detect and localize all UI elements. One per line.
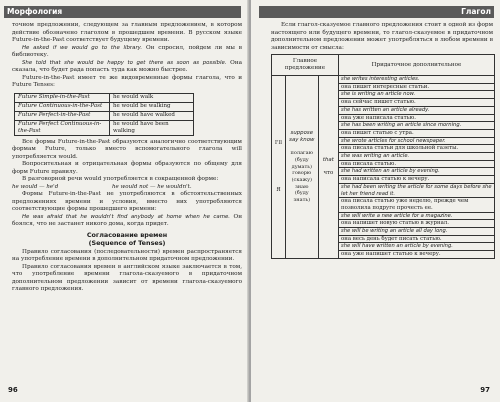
table-row: Future Perfect-in-the-Past he would have walked <box>15 111 194 120</box>
table-row <box>272 76 495 84</box>
example: She told that she would be happy to get there as soon as possible. Она сказала, что будет рада попасть туда как можно быстрее. <box>12 59 242 73</box>
clause-ru: она напишет новую статью в журнал. <box>339 220 495 228</box>
column-header: Главное предложение <box>272 55 339 76</box>
clause-en: she will have written an article by evening. <box>339 243 495 251</box>
paragraph: В разговорной речи would употребляется в сокращенной форме: <box>22 176 219 182</box>
paragraph: Все формы Future-in-the-Past образуются аналогично соответствующим формам Future, только вместо вспомогательного глагола will употребляется would. <box>12 138 242 160</box>
page-number: 96 <box>8 386 18 394</box>
paragraph: Правило согласования времен в английском языке заключается в том, что употребление времени глагола-сказуемого в придаточном дополнительном предложении зависит от времени глагола-сказуемого главного предложения. <box>12 263 242 292</box>
clause-en: she was writing an article. <box>339 153 495 161</box>
contraction-examples <box>12 184 242 192</box>
paragraph: Формы Future-in-the-Past не употребляются в обстоятельственных предложениях времени и условия, вместо них употребляются соответствующие формы прошедшего времени: <box>12 191 242 212</box>
running-header: Глагол <box>259 6 494 18</box>
clause-en: she has written an article already. <box>339 106 495 114</box>
clause-en: she will write a new article for a magazine. <box>339 212 495 220</box>
paragraph: точном предложении, следующем за главным предложением, в котором действие обозначено глаголом в прошедшем времени. В русском языке Future-in-the-Past соответствует будущему времени. <box>12 22 242 43</box>
example: He was afraid that he wouldn't find anybody at home when he came. Он боялся, что не застанет никого дома, когда придет. <box>12 213 242 227</box>
clause-en: she is writing an article now. <box>339 91 495 99</box>
clause-en: she writes interesting articles. <box>339 76 495 84</box>
clause-ru: она пишет статью с утра. <box>339 129 495 137</box>
clause-ru: она пишет интересные статьи. <box>339 83 495 91</box>
clause-en: she had been writing the article for some days before she let her friend read it. <box>339 183 495 197</box>
clause-en: she will be writing an article all day long. <box>339 228 495 236</box>
example: He asked if we would go to the library. Он спросил, пойдем ли мы в библиотеку. <box>12 44 242 58</box>
main-verb-cell: suppose say know полагаю (буду думать) говорю (скажу) знаю (буду знать) <box>285 76 318 259</box>
clause-ru: она писала статьи для школьной газеты. <box>339 145 495 153</box>
left-page-text <box>12 22 242 294</box>
section-title: Согласование времен <box>86 230 168 239</box>
future-in-past-forms-table <box>14 93 194 136</box>
paragraph: Future-in-the-Past имеет те же видовременные формы глагола, что и Future Tenses: <box>12 74 242 88</box>
right-page <box>251 0 500 402</box>
table-row: Future Perfect Continuous-in-the-Past he would have been walking <box>15 120 194 135</box>
table-row: Future Continuous-in-the-Past he would be walking <box>15 102 194 111</box>
contraction-example: he would — he'd <box>12 183 59 190</box>
table-header-row <box>272 55 495 76</box>
column-header: Придаточное дополнительное <box>339 55 495 76</box>
right-page-text <box>271 22 493 259</box>
clause-ru: она уже написала статью. <box>339 114 495 122</box>
subject-cell: I'll Я <box>272 76 286 259</box>
clause-ru: она писала статью уже неделю, прежде чем позволила подруге прочесть ее. <box>339 198 495 212</box>
clause-ru: она писала статью. <box>339 160 495 168</box>
conjunction-cell: that что <box>318 76 338 259</box>
running-header: Морфология <box>4 6 241 18</box>
left-page <box>0 0 249 402</box>
clause-en: she has been writing an article since morning. <box>339 122 495 130</box>
sequence-of-tenses-table <box>271 54 495 259</box>
paragraph: Вопросительная и отрицательная формы образуются по общему для форм Future правилу. <box>12 161 242 175</box>
section-subtitle: (Sequence of Tenses) <box>88 238 166 247</box>
clause-ru: она весь день будет писать статью. <box>339 235 495 243</box>
clause-en: she had written an article by evening. <box>339 168 495 176</box>
clause-ru: она сейчас пишет статью. <box>339 99 495 107</box>
clause-ru: она уже напишет статью к вечеру. <box>339 251 495 259</box>
paragraph: Правило согласования (последовательности) времен распространяется на употребление времени в дополнительном придаточном предложении. <box>12 248 242 262</box>
clause-en: she wrote articles for school newspaper. <box>339 137 495 145</box>
page-number: 97 <box>480 386 490 394</box>
contraction-example: he would not — he wouldn't. <box>112 183 192 190</box>
paragraph: Если глагол-сказуемое главного предложения стоит в одной из форм настоящего или будущего времени, то глагол-сказуемое в придаточном дополнительном предложении может употребляться в любом времени в зависимости от смысла: <box>271 22 493 51</box>
table-row: Future Simple-in-the-Past he would walk <box>15 93 194 102</box>
clause-ru: она написала статью к вечеру. <box>339 176 495 184</box>
